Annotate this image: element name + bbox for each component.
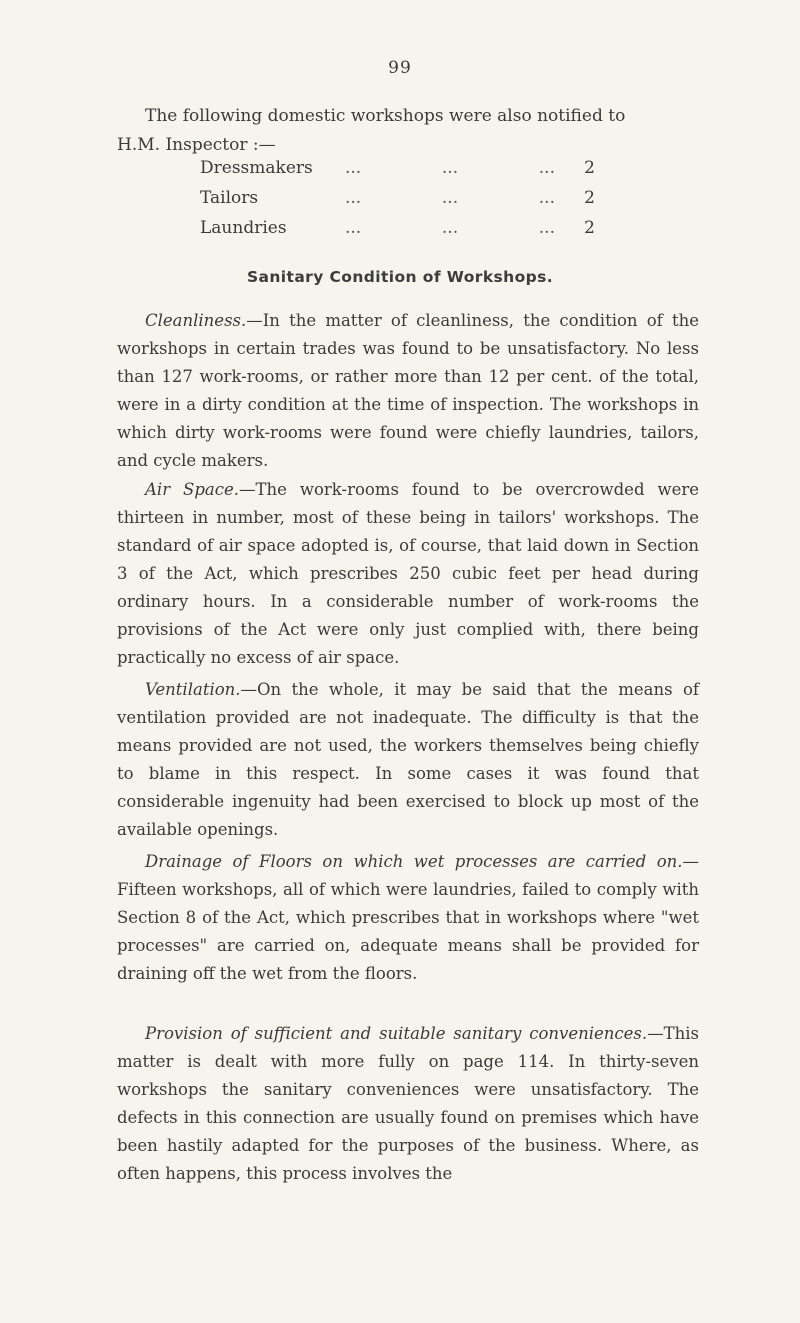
paragraph-cleanliness — [117, 307, 699, 475]
paragraph-ventilation — [117, 676, 699, 844]
paragraph-body: —In the matter of cleanliness, the condition of the workshops in certain trades was found to be unsatisfactory. No less than 127 work-rooms, or rather more than 12 per cent. of the total, were in a dirty condition at the time of inspection. The workshops in which dirty work-rooms were found were chiefly laundries, tailors, and cycle makers. — [117, 311, 699, 470]
leader-dots: ... ... ... — [345, 188, 555, 208]
page-number: 99 — [388, 58, 412, 78]
paragraph-provision — [117, 1020, 699, 1188]
intro-text — [117, 102, 699, 160]
workshop-list — [200, 158, 610, 248]
workshop-count: 2 — [584, 158, 595, 178]
paragraph-body: —On the whole, it may be said that the means of ventilation provided are not inadequate. The difficulty is that the means provided are not used, the workers themselves being chiefly to blame in this respect. In some cases it was found that considerable ingenuity had been exercised to block up most of the available openings. — [117, 680, 699, 839]
paragraph-air-space — [117, 476, 699, 672]
paragraph-body: —This matter is dealt with more fully on page 114. In thirty-seven workshops the sanitary conveniences were unsatisfactory. The defects in this connection are usually found on premises which have been hastily adapted for the purposes of the business. Where, as often happens, this process involves the — [117, 1024, 699, 1183]
paragraph-lead: Provision of sufficient and suitable sanitary conveniences. — [145, 1024, 648, 1043]
intro-line-2: H.M. Inspector :— — [117, 135, 276, 155]
paragraph-body: —Fifteen workshops, all of which were laundries, failed to comply with Section 8 of the Act, which prescribes that in workshops where "wet processes" are carried on, adequate means shall be provided for draining off the wet from the floors. — [117, 852, 699, 983]
workshop-name: Dressmakers — [200, 158, 313, 178]
paragraph-lead: Drainage of Floors on which wet processes are carried on. — [145, 852, 683, 871]
paragraph-lead: Ventilation. — [145, 680, 241, 699]
list-item — [200, 218, 610, 248]
workshop-name: Laundries — [200, 218, 287, 238]
list-item — [200, 188, 610, 218]
leader-dots: ... ... ... — [345, 218, 555, 238]
workshop-count: 2 — [584, 218, 595, 238]
intro-line-1: The following domestic workshops were also notified to — [145, 106, 626, 126]
list-item — [200, 158, 610, 188]
workshop-name: Tailors — [200, 188, 259, 208]
workshop-count: 2 — [584, 188, 595, 208]
paragraph-lead: Cleanliness. — [145, 311, 247, 330]
paragraph-body: —The work-rooms found to be overcrowded were thirteen in number, most of these being in tailors' workshops. The standard of air space adopted is, of course, that laid down in Section 3 of the Act, which prescribes 250 cubic feet per head during ordinary hours. In a considerable number of work-rooms the provisions of the Act were only just complied with, there being practically no excess of air space. — [117, 480, 700, 667]
paragraph-drainage — [117, 848, 699, 988]
section-heading: Sanitary Condition of Workshops. — [246, 268, 554, 286]
leader-dots: ... ... ... — [345, 158, 555, 178]
paragraph-lead: Air Space. — [145, 480, 239, 499]
